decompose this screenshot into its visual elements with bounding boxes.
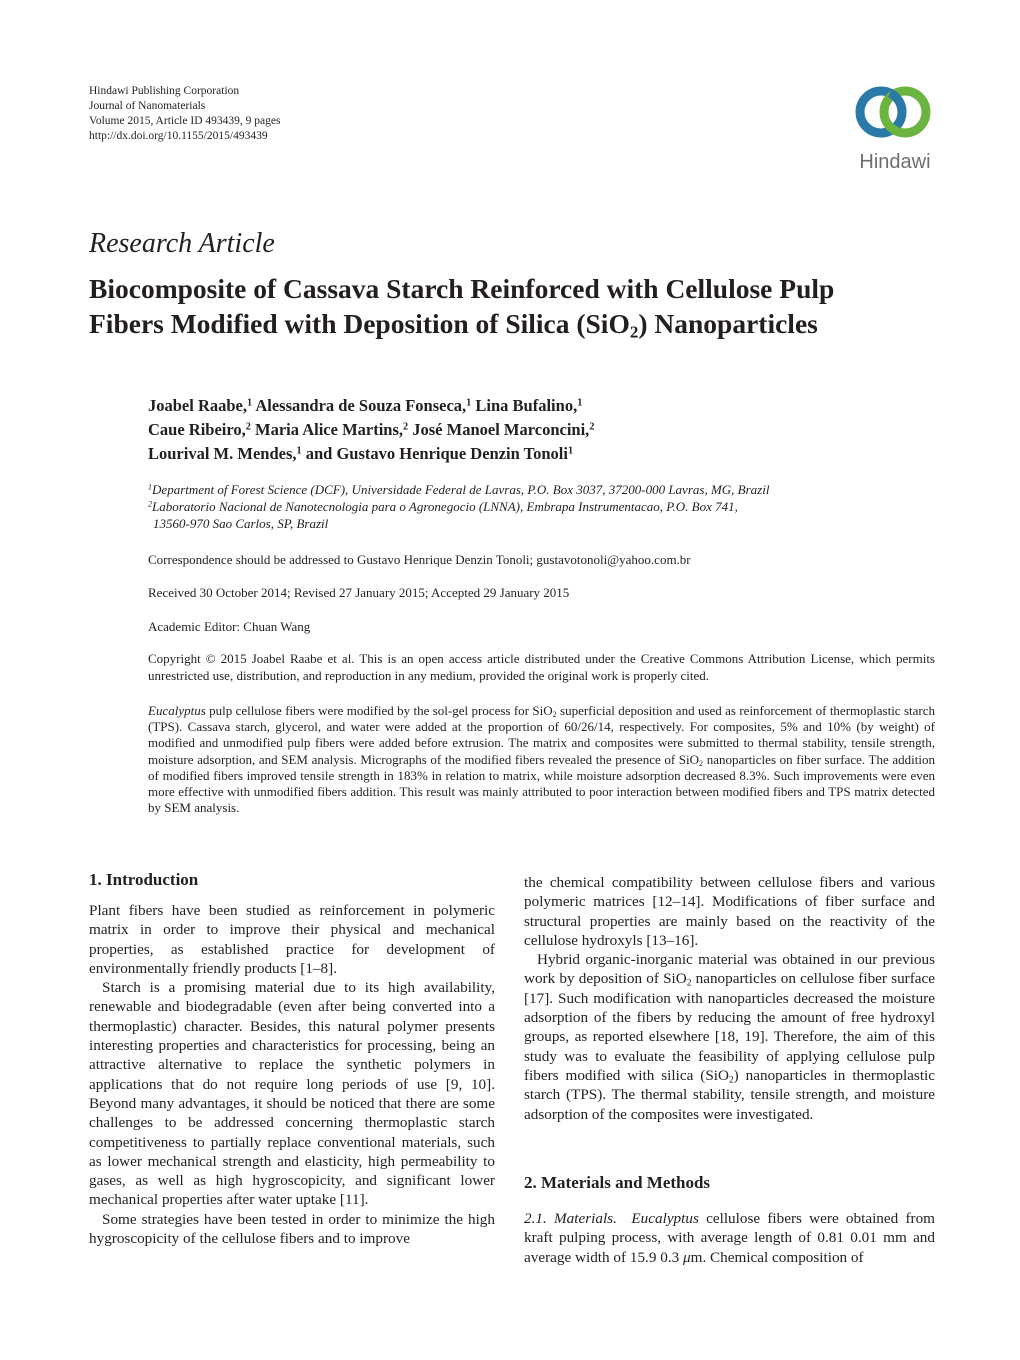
doi-link[interactable]: http://dx.doi.org/10.1155/2015/493439 [89, 130, 268, 142]
author-line-3: Lourival M. Mendes,$^1$ and Gustavo Henrique Denzin Tonoli$^1$ [148, 444, 574, 463]
correspondence: Correspondence should be addressed to Gustavo Henrique Denzin Tonoli; gustavotonoli@yahoo.com.br [148, 552, 691, 567]
materials-paragraph: 2.1. Materials. Eucalyptus cellulose fibers were obtained from kraft pulping process, with average length of 0.81 0.01 mm and average width of 15.9 0.3 μm. Chemical composition of [524, 1210, 935, 1266]
journal-header [89, 84, 280, 144]
intro-paragraph-5: Hybrid organic-inorganic material was obtained in our previous work by deposition of SiO$_2$ nanoparticles on cellulose fiber surface [17]. Such modification with nanoparticles decreased the moisture adsorption of the fibers by reducing the amount of free hydroxyl groups, as reported elsewhere [18, 19]. Therefore, the aim of this study was to evaluate the feasibility of applying cellulose pulp fibers modified with silica (SiO$_2$) nanoparticles in thermoplastic starch (TPS). The thermal stability, tensile strength, and moisture adsorption of the composites were investigated. [524, 951, 936, 1123]
subsection-heading-materials: 2.1. Materials. [524, 1210, 617, 1227]
intro-paragraph-2: Starch is a promising material due to its high availability, renewable and biodegradable (even after being converted into a thermoplastic) character. Besides, this natural polymer presents interesting properties and characteristics for processing, being an attractive alternative to replace the synthetic polymers in applications that do not require long periods of use [9, 10]. Beyond many advantages, it should be noticed that there are some challenges to be addressed concerning thermoplastic starch competitiveness to partially replace conventional materials, such as lower mechanical strength and elasticity, high permeability to gases, as well as high hygroscopicity, and significant lower mechanical properties after water uptake [11]. [89, 979, 495, 1209]
received-dates: Received 30 October 2014; Revised 27 January 2015; Accepted 29 January 2015 [148, 585, 570, 600]
author-line-1: Joabel Raabe,$^1$ Alessandra de Souza Fonseca,$^1$ Lina Bufalino,$^1$ [148, 396, 583, 415]
section-heading-introduction: 1. Introduction [89, 870, 199, 889]
abstract: Eucalyptus pulp cellulose fibers were modified by the sol-gel process for SiO$_2$ superficial deposition and used as reinforcement of thermoplastic starch (TPS). Cassava starch, glycerol, and water were added at the proportion of 60/26/14, respectively. For composites, 5% and 10% (by weight) of modified and unmodified pulp fibers were added before extrusion. The matrix and composites were submitted to thermal stability, tensile strength, moisture adsorption, and SEM analysis. Micrographs of the modified fibers revealed the presence of SiO$_2$ nanoparticles on fiber surface. The addition of modified fibers improved tensile strength in 183% in relation to matrix, while moisture adsorption decreased 8.3%. Such improvements were even more effective with unmodified fibers addition. This result was mainly attributed to poor interaction between modified fibers and TPS matrix detected by SEM analysis. [148, 703, 935, 816]
academic-editor: Academic Editor: Chuan Wang [148, 619, 311, 634]
journal-name: Journal of Nanomaterials [89, 100, 206, 112]
hindawi-rings-icon [845, 80, 941, 152]
logo-wordmark: Hindawi [859, 151, 931, 173]
section-heading-materials-methods: 2. Materials and Methods [524, 1173, 711, 1192]
intro-paragraph-3: Some strategies have been tested in order to minimize the high hygroscopicity of the cellulose fibers and to improve [89, 1210, 495, 1248]
affiliations [148, 481, 769, 532]
article-title [89, 271, 949, 341]
author-name: Joabel Raabe, [148, 396, 247, 415]
publisher-name: Hindawi Publishing Corporation [89, 85, 240, 97]
ref-link-9[interactable]: 9 [450, 1075, 459, 1093]
ref-link-10[interactable]: 10 [470, 1075, 487, 1093]
affiliation-2: $^2$Laboratorio Nacional de Nanotecnologia para o Agronegocio (LNNA), Embrapa Instrumentacao, P.O. Box 741, [148, 499, 738, 514]
author-list [148, 394, 594, 466]
author-name: Alessandra de Souza Fonseca, [255, 396, 467, 415]
author-name: Caue Ribeiro, [148, 420, 246, 439]
intro-right-column [524, 873, 935, 1124]
intro-paragraph-1: Plant fibers have been studied as reinforcement in polymeric matrix in order to improve their physical and mechanical properties, as established practice for development of environmentally friendly products [1–8]. [89, 902, 495, 977]
title-line-2: Fibers Modified with Deposition of Silica (SiO$_2$) Nanoparticles [89, 308, 818, 342]
author-name: Lina Bufalino, [475, 396, 578, 415]
intro-left-column [89, 901, 495, 1248]
article-type: Research Article [89, 228, 275, 259]
author-name: Lourival M. Mendes, [148, 444, 297, 463]
copyright-notice: Copyright © 2015 Joabel Raabe et al. This is an open access article distributed under the Creative Commons Attribution License, which permits unrestricted use, distribution, and reproduction in any medium, provided the original work is properly cited. [148, 651, 935, 683]
title-line-1: Biocomposite of Cassava Starch Reinforced with Cellulose Pulp [89, 273, 835, 304]
author-name: Maria Alice Martins, [255, 420, 404, 439]
hindawi-logo [845, 80, 941, 176]
affiliation-2-cont: 13560-970 Sao Carlos, SP, Brazil [153, 516, 329, 531]
intro-paragraph-4: the chemical compatibility between cellulose fibers and various polymeric matrices [12–14]. Modifications of fiber surface and structural properties are mainly based on the reactivity of the cellulose hydroxyls [13–16]. [524, 874, 935, 949]
author-name: and Gustavo Henrique Denzin Tonoli [305, 444, 568, 463]
volume-info: Volume 2015, Article ID 493439, 9 pages [89, 115, 281, 127]
author-name: José Manoel Marconcini, [412, 420, 590, 439]
author-line-2: Caue Ribeiro,$^2$ Maria Alice Martins,$^2$ José Manoel Marconcini,$^2$ [148, 420, 595, 439]
affiliation-1: $^1$Department of Forest Science (DCF), Universidade Federal de Lavras, P.O. Box 3037, 37200-000 Lavras, MG, Brazil [148, 482, 770, 497]
